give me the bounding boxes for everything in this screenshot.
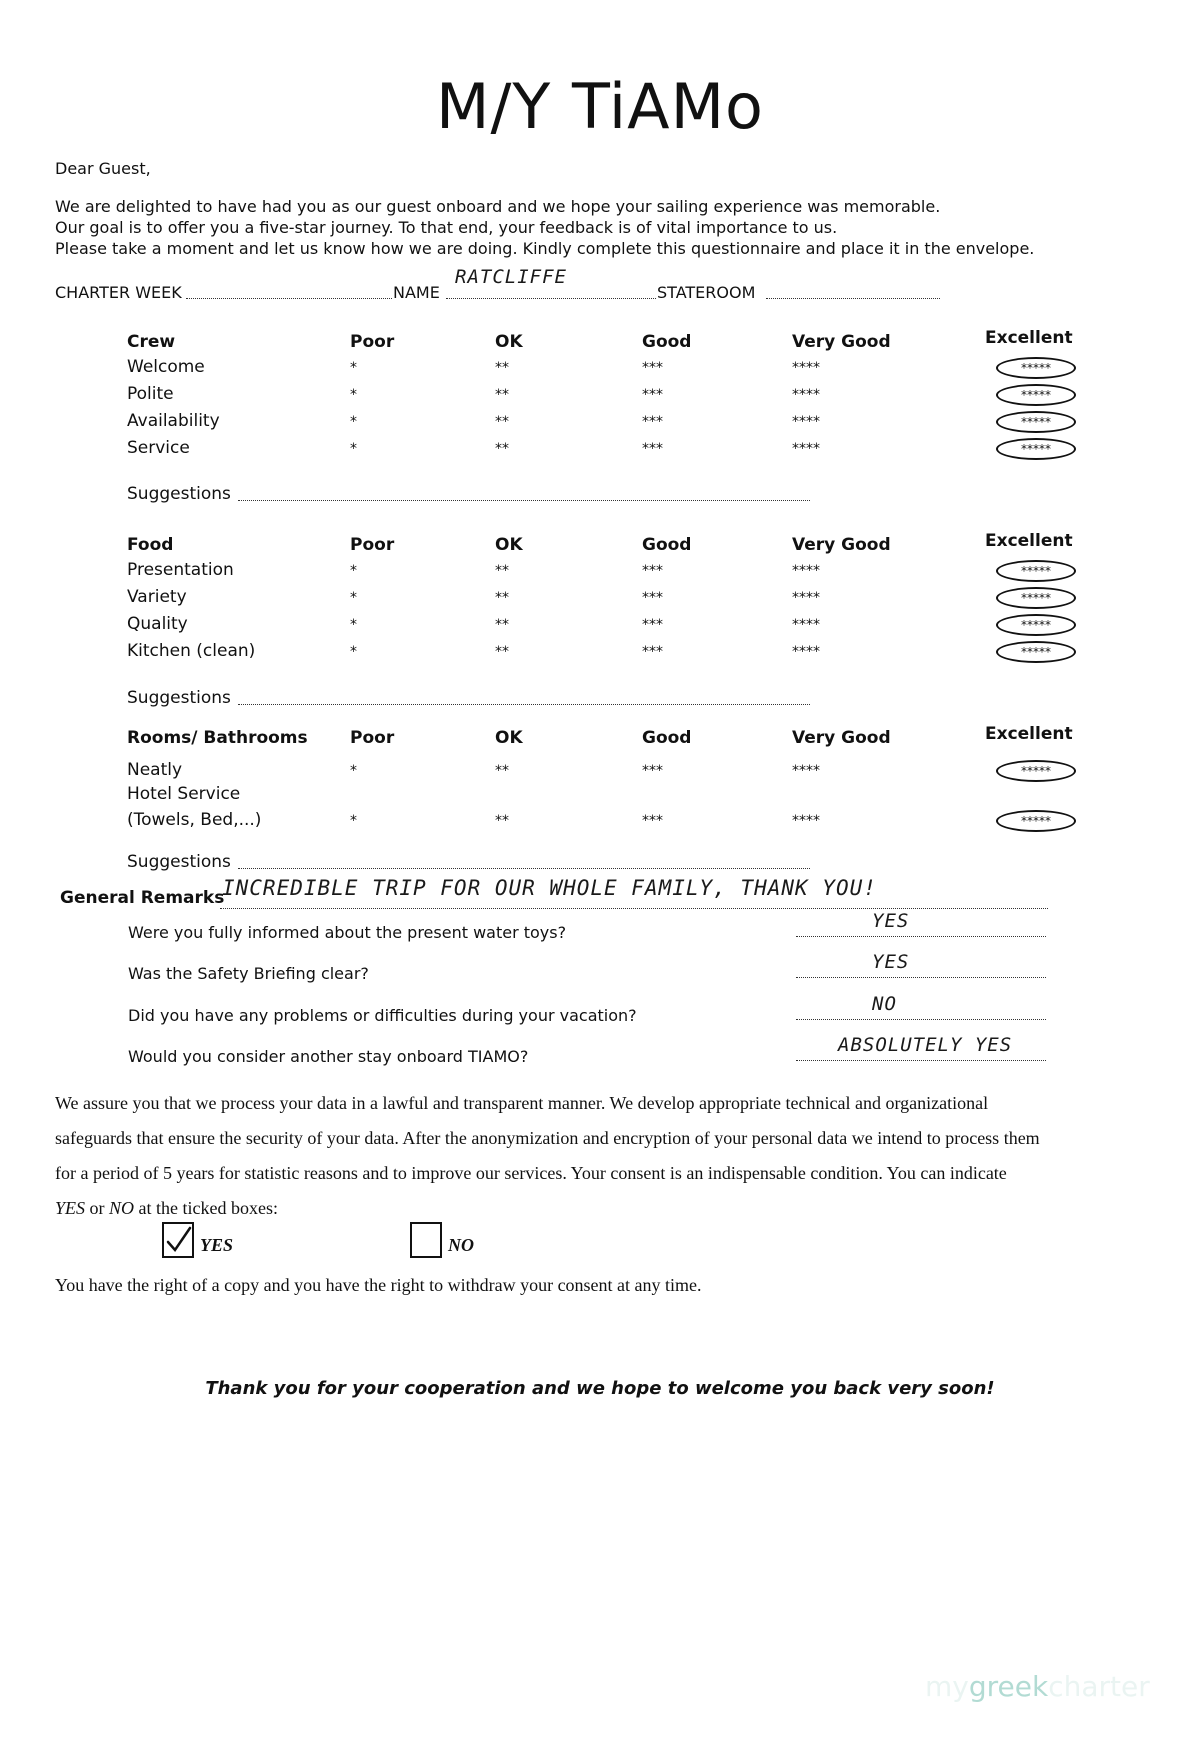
watermark-brand: greek (968, 1670, 1049, 1703)
rating-option-ok[interactable]: ** (495, 387, 509, 403)
rating-option-excellent-selected[interactable] (996, 641, 1076, 663)
column-header-very-good: Very Good (792, 728, 891, 748)
column-header-poor: Poor (350, 728, 395, 748)
row-label: (Towels, Bed,...) (127, 810, 262, 830)
rating-option-ok[interactable]: ** (495, 644, 509, 660)
question-answer: YES (872, 951, 910, 973)
stateroom-field[interactable] (766, 298, 940, 299)
name-value: RATCLIFFE (455, 266, 567, 288)
column-header-ok: OK (495, 332, 523, 352)
privacy-line-3: for a period of 5 years for statistic reasons and to improve our services. Your consent is an indispensable condition. You can indicate (55, 1163, 1007, 1183)
column-header-excellent: Excellent (985, 724, 1073, 744)
row-label: Availability (127, 411, 220, 431)
rating-option-good[interactable]: *** (642, 360, 663, 376)
answer-field[interactable] (796, 977, 1046, 978)
rating-option-ok[interactable]: ** (495, 617, 509, 633)
answer-field[interactable] (796, 936, 1046, 937)
consent-yes-label: YES (200, 1235, 234, 1255)
suggestions-label: Suggestions (127, 688, 231, 708)
column-header-ok: OK (495, 728, 523, 748)
consent-no-label: NO (448, 1235, 474, 1255)
excellent-stars: ***** (1021, 415, 1051, 429)
rating-option-poor[interactable]: * (350, 414, 357, 430)
question-text: Was the Safety Briefing clear? (128, 964, 369, 983)
suggestions-field[interactable] (238, 704, 810, 705)
rating-option-very-good[interactable]: **** (792, 563, 820, 579)
suggestions-field[interactable] (238, 868, 810, 869)
consent-yes-checkbox[interactable] (162, 1222, 194, 1258)
general-remarks-value: INCREDIBLE TRIP FOR OUR WHOLE FAMILY, THANK YOU! (222, 876, 877, 900)
rating-option-excellent-selected[interactable] (996, 384, 1076, 406)
privacy-line-2: safeguards that ensure the security of your data. After the anonymization and encryption of your personal data we intend to process them (55, 1128, 1040, 1148)
column-header-poor: Poor (350, 535, 395, 555)
rating-option-poor[interactable]: * (350, 360, 357, 376)
excellent-stars: ***** (1021, 591, 1051, 605)
page-title: M/Y TiAMo (436, 70, 764, 143)
rating-option-poor[interactable]: * (350, 763, 357, 779)
charter-week-field[interactable] (186, 298, 392, 299)
rating-option-poor[interactable]: * (350, 441, 357, 457)
watermark-post: charter (1048, 1670, 1150, 1703)
name-field[interactable] (446, 298, 656, 299)
rating-option-good[interactable]: *** (642, 763, 663, 779)
privacy-or-word: or (85, 1198, 110, 1218)
column-header-good: Good (642, 332, 692, 352)
suggestions-label: Suggestions (127, 852, 231, 872)
intro-line-1: We are delighted to have had you as our guest onboard and we hope your sailing experience was memorable. (55, 197, 941, 216)
greeting: Dear Guest, (55, 159, 151, 178)
excellent-stars: ***** (1021, 814, 1051, 828)
row-label: Variety (127, 587, 187, 607)
rating-option-good[interactable]: *** (642, 441, 663, 457)
rating-option-excellent-selected[interactable] (996, 438, 1076, 460)
rating-option-ok[interactable]: ** (495, 360, 509, 376)
column-header-excellent: Excellent (985, 531, 1073, 551)
check-icon (164, 1224, 192, 1256)
rating-option-ok[interactable]: ** (495, 441, 509, 457)
question-text: Would you consider another stay onboard TIAMO? (128, 1047, 529, 1066)
question-answer: YES (872, 910, 910, 932)
excellent-stars: ***** (1021, 618, 1051, 632)
row-label: Presentation (127, 560, 234, 580)
consent-no-checkbox[interactable] (410, 1222, 442, 1258)
row-label: Polite (127, 384, 174, 404)
excellent-stars: ***** (1021, 645, 1051, 659)
rating-option-excellent-selected[interactable] (996, 587, 1076, 609)
section-title: Rooms/ Bathrooms (127, 728, 308, 748)
column-header-very-good: Very Good (792, 332, 891, 352)
section-title: Food (127, 535, 174, 555)
answer-field[interactable] (796, 1019, 1046, 1020)
question-text: Were you fully informed about the present water toys? (128, 923, 567, 942)
rating-option-poor[interactable]: * (350, 617, 357, 633)
rating-option-good[interactable]: *** (642, 387, 663, 403)
suggestions-label: Suggestions (127, 484, 231, 504)
rating-option-poor[interactable]: * (350, 387, 357, 403)
row-label: Quality (127, 614, 188, 634)
general-remarks-field[interactable] (220, 908, 1048, 909)
column-header-very-good: Very Good (792, 535, 891, 555)
excellent-stars: ***** (1021, 361, 1051, 375)
row-label: Welcome (127, 357, 205, 377)
privacy-line-1: We assure you that we process your data in a lawful and transparent manner. We develop appropriate technical and organizational (55, 1093, 989, 1113)
rating-option-good[interactable]: *** (642, 414, 663, 430)
rating-option-excellent-selected[interactable] (996, 760, 1076, 782)
excellent-stars: ***** (1021, 764, 1051, 778)
closing-message: Thank you for your cooperation and we hope to welcome you back very soon! (205, 1378, 995, 1399)
rating-option-excellent-selected[interactable] (996, 810, 1076, 832)
rating-option-good[interactable]: *** (642, 563, 663, 579)
rating-option-good[interactable]: *** (642, 813, 663, 829)
privacy-tail: at the ticked boxes: (134, 1198, 278, 1218)
rating-option-good[interactable]: *** (642, 644, 663, 660)
charter-week-label: CHARTER WEEK (55, 283, 182, 302)
excellent-stars: ***** (1021, 442, 1051, 456)
column-header-good: Good (642, 728, 692, 748)
rating-option-excellent-selected[interactable] (996, 357, 1076, 379)
rating-option-poor[interactable]: * (350, 563, 357, 579)
name-label: NAME (393, 283, 440, 302)
rating-option-good[interactable]: *** (642, 617, 663, 633)
rating-option-very-good[interactable]: **** (792, 414, 820, 430)
question-answer: NO (872, 993, 897, 1015)
excellent-stars: ***** (1021, 388, 1051, 402)
rating-option-very-good[interactable]: **** (792, 590, 820, 606)
rating-option-ok[interactable]: ** (495, 590, 509, 606)
rating-option-ok[interactable]: ** (495, 763, 509, 779)
intro-line-3: Please take a moment and let us know how we are doing. Kindly complete this questionnaire and place it in the envelope. (55, 239, 1035, 258)
rating-option-poor[interactable]: * (350, 590, 357, 606)
rating-option-excellent-selected[interactable] (996, 411, 1076, 433)
privacy-no-word: NO (109, 1198, 135, 1218)
question-text: Did you have any problems or difficulties during your vacation? (128, 1006, 637, 1025)
column-header-poor: Poor (350, 332, 395, 352)
column-header-good: Good (642, 535, 692, 555)
rating-option-poor[interactable]: * (350, 644, 357, 660)
rating-option-very-good[interactable]: **** (792, 617, 820, 633)
rating-option-ok[interactable]: ** (495, 813, 509, 829)
question-answer: ABSOLUTELY YES (838, 1034, 1013, 1056)
rating-option-very-good[interactable]: **** (792, 441, 820, 457)
rating-option-poor[interactable]: * (350, 813, 357, 829)
privacy-yes-word: YES (55, 1198, 86, 1218)
answer-field[interactable] (796, 1060, 1046, 1061)
rating-option-very-good[interactable]: **** (792, 387, 820, 403)
rating-option-very-good[interactable]: **** (792, 360, 820, 376)
rating-option-excellent-selected[interactable] (996, 614, 1076, 636)
rating-option-very-good[interactable]: **** (792, 763, 820, 779)
excellent-stars: ***** (1021, 564, 1051, 578)
intro-line-2: Our goal is to offer you a five-star journey. To that end, your feedback is of vital importance to us. (55, 218, 838, 237)
suggestions-field[interactable] (238, 500, 810, 501)
rating-option-ok[interactable]: ** (495, 563, 509, 579)
row-label: Hotel Service (127, 784, 241, 804)
rating-option-very-good[interactable]: **** (792, 813, 820, 829)
privacy-rights: You have the right of a copy and you have the right to withdraw your consent at any time. (55, 1275, 702, 1295)
rating-option-good[interactable]: *** (642, 590, 663, 606)
column-header-excellent: Excellent (985, 328, 1073, 348)
row-label: Neatly (127, 760, 183, 780)
watermark-logo (925, 1670, 1150, 1703)
rating-option-excellent-selected[interactable] (996, 560, 1076, 582)
column-header-ok: OK (495, 535, 523, 555)
watermark-pre: my (925, 1670, 969, 1703)
row-label: Service (127, 438, 190, 458)
rating-option-very-good[interactable]: **** (792, 644, 820, 660)
general-remarks-label: General Remarks (60, 888, 225, 908)
stateroom-label: STATEROOM (657, 283, 756, 302)
rating-option-ok[interactable]: ** (495, 414, 509, 430)
section-title: Crew (127, 332, 176, 352)
row-label: Kitchen (clean) (127, 641, 256, 661)
privacy-line-4 (55, 1191, 278, 1225)
